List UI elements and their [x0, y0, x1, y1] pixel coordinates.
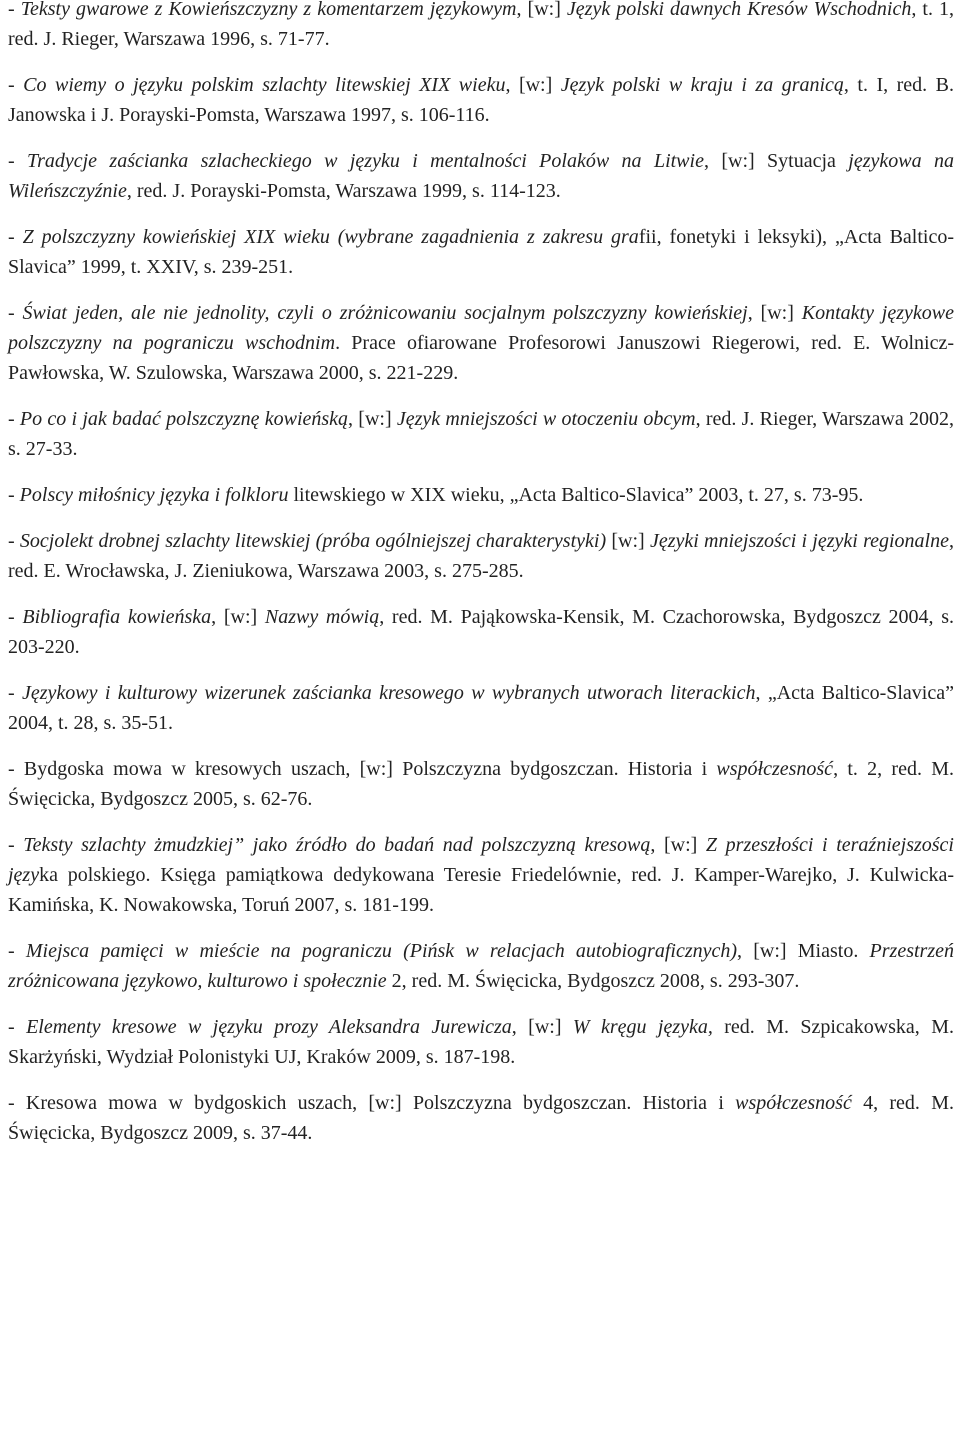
entry-title-italic: Z polszczyzny kowieńskiej XIX wieku (wybrane zagadnienia z zakresu gra: [22, 226, 639, 248]
entry-title-italic: językowa na Wileńszczyźnie: [8, 150, 954, 202]
entry-title-italic: Językowy i kulturowy wizerunek zaścianka kresowego w wybranych utworach literackich: [22, 682, 756, 704]
bibliography-entry: [8, 1088, 954, 1148]
entry-title-italic: Z przeszłości i teraźniejszości języ: [8, 834, 954, 886]
entry-text: - Kresowa mowa w bydgoskich uszach, [w:] Polszczyzna bydgoszczan. Historia i: [8, 1092, 736, 1114]
entry-text: , t. 1, red. J. Rieger, Warszawa 1996, s. 71-77.: [8, 0, 954, 50]
entry-title-italic: Socjolekt drobnej szlachty litewskiej (próba ogólniejszej charakterystyki): [19, 530, 607, 552]
entry-text: , [w:]: [650, 834, 706, 856]
bibliography-entry: [8, 0, 954, 54]
entry-title-italic: Bibliografia kowieńska: [22, 606, 212, 628]
entry-text: -: [8, 484, 20, 506]
entry-text: [w:]: [606, 530, 650, 552]
entry-title-italic: Język polski w kraju i za granicą: [560, 74, 844, 96]
entry-text: -: [8, 408, 20, 430]
bibliography-entry: [8, 830, 954, 920]
entry-text: -: [8, 302, 23, 324]
entry-title-italic: współczesność: [716, 758, 834, 780]
entry-text: -: [8, 1016, 27, 1038]
entry-text: -: [8, 150, 28, 172]
entry-text: -: [8, 0, 21, 20]
entry-text: -: [8, 74, 24, 96]
entry-text: fii, fonetyki i leksyki), „Acta Baltico-Slavica” 1999, t. XXIV, s. 239-251.: [8, 226, 954, 278]
entry-text: , [w:]: [348, 408, 397, 430]
entry-text: , red. E. Wrocławska, J. Zieniukowa, Warszawa 2003, s. 275-285.: [8, 530, 954, 582]
bibliography-entry: [8, 298, 954, 388]
bibliography-entry: [8, 678, 954, 738]
entry-title-italic: Kontakty językowe polszczyzny na pograniczu wschodnim: [8, 302, 954, 354]
entry-title-italic: Świat jeden, ale nie jednolity, czyli o zróżnicowaniu socjalnym polszczyzny kowieńskiej: [22, 302, 748, 324]
entry-text: -: [8, 530, 20, 552]
entry-text: , [w:]: [211, 606, 265, 628]
entry-text: -: [8, 682, 23, 704]
bibliography-entry: [8, 146, 954, 206]
bibliography-entry: [8, 404, 954, 464]
entry-text: , red. J. Porayski-Pomsta, Warszawa 1999, s. 114-123.: [126, 180, 561, 202]
bibliography-entry: [8, 70, 954, 130]
entry-title-italic: Tradycje zaścianka szlacheckiego w języku i mentalności Polaków na Litwie: [27, 150, 704, 172]
entry-text: , [w:]: [516, 0, 567, 20]
entry-text: -: [8, 226, 23, 248]
entry-title-italic: Język polski dawnych Kresów Wschodnich: [566, 0, 912, 20]
entry-text: red. M. Szpicakowska, M. Skarżyński, Wydział Polonistyki UJ, Kraków 2009, s. 187-198.: [8, 1016, 954, 1068]
bibliography-entry: [8, 936, 954, 996]
entry-title-italic: Język mniejszości w otoczeniu obcym: [396, 408, 696, 430]
entry-text: , [w:] Miasto.: [737, 940, 870, 962]
entry-text: , [w:] Sytuacja: [703, 150, 849, 172]
bibliography-entry: [8, 222, 954, 282]
entry-title-italic: współczesność: [735, 1092, 852, 1114]
entry-text: 2, red. M. Święcicka, Bydgoszcz 2008, s. 293-307.: [386, 970, 800, 992]
entry-text: , red. J. Rieger, Warszawa 2002, s. 27-33.: [8, 408, 954, 460]
bibliography-entry: [8, 754, 954, 814]
entry-text: - Bydgoska mowa w kresowych uszach, [w:] Polszczyzna bydgoszczan. Historia i: [8, 758, 717, 780]
entry-text: , [w:]: [505, 74, 561, 96]
entry-text: , t. I, red. B. Janowska i J. Porayski-Pomsta, Warszawa 1997, s. 106-116.: [8, 74, 954, 126]
entry-title-italic: Teksty gwarowe z Kowieńszczyzny z komentarzem językowym: [20, 0, 517, 20]
entry-text: , red. M. Pająkowska-Kensik, M. Czachorowska, Bydgoszcz 2004, s. 203-220.: [8, 606, 954, 658]
bibliography-entry: [8, 480, 954, 510]
bibliography-list: [8, 0, 954, 1164]
entry-title-italic: Miejsca pamięci w mieście na pograniczu (Pińsk w relacjach autobiograficznych): [25, 940, 738, 962]
entry-text: -: [8, 606, 23, 628]
entry-title-italic: Po co i jak badać polszczyznę kowieńską: [19, 408, 349, 430]
entry-text: -: [8, 940, 26, 962]
entry-text: , [w:]: [747, 302, 802, 324]
bibliography-entry: [8, 526, 954, 586]
entry-title-italic: Języki mniejszości i języki regionalne: [649, 530, 949, 552]
entry-title-italic: W kręgu języka,: [572, 1016, 713, 1038]
entry-title-italic: Elementy kresowe w języku prozy Aleksandra Jurewicza: [26, 1016, 512, 1038]
bibliography-entry: [8, 602, 954, 662]
bibliography-entry: [8, 1012, 954, 1072]
entry-text: litewskiego w XIX wieku, „Acta Baltico-Slavica” 2003, t. 27, s. 73-95.: [288, 484, 864, 506]
entry-title-italic: Nazwy mówią: [264, 606, 380, 628]
entry-text: 4, red. M. Święcicka, Bydgoszcz 2009, s. 37-44.: [8, 1092, 954, 1144]
entry-text: , „Acta Baltico-Slavica” 2004, t. 28, s. 35-51.: [8, 682, 954, 734]
entry-title-italic: Polscy miłośnicy języka i folkloru: [19, 484, 289, 506]
entry-title-italic: Co wiemy o języku polskim szlachty litewskiej XIX wieku: [23, 74, 506, 96]
entry-title-italic: Przestrzeń zróżnicowana językowo, kulturowo i społecznie: [8, 940, 954, 992]
entry-title-italic: Teksty szlachty żmudzkiej” jako źródło do badań nad polszczyzną kresową: [23, 834, 651, 856]
entry-text: , t. 2, red. M. Święcicka, Bydgoszcz 2005, s. 62-76.: [8, 758, 954, 810]
entry-text: -: [8, 834, 24, 856]
entry-text: . Prace ofiarowane Profesorowi Januszowi Riegerowi, red. E. Wolnicz-Pawłowska, W. Szulowska, Warszawa 2000, s. 221-229.: [8, 332, 954, 384]
entry-text: ka polskiego. Księga pamiątkowa dedykowana Teresie Friedelównie, red. J. Kamper-Warejko, J. Kulwicka-Kamińska, K. Nowakowska, Toruń 2007, s. 181-199.: [8, 864, 954, 916]
entry-text: , [w:]: [511, 1016, 573, 1038]
